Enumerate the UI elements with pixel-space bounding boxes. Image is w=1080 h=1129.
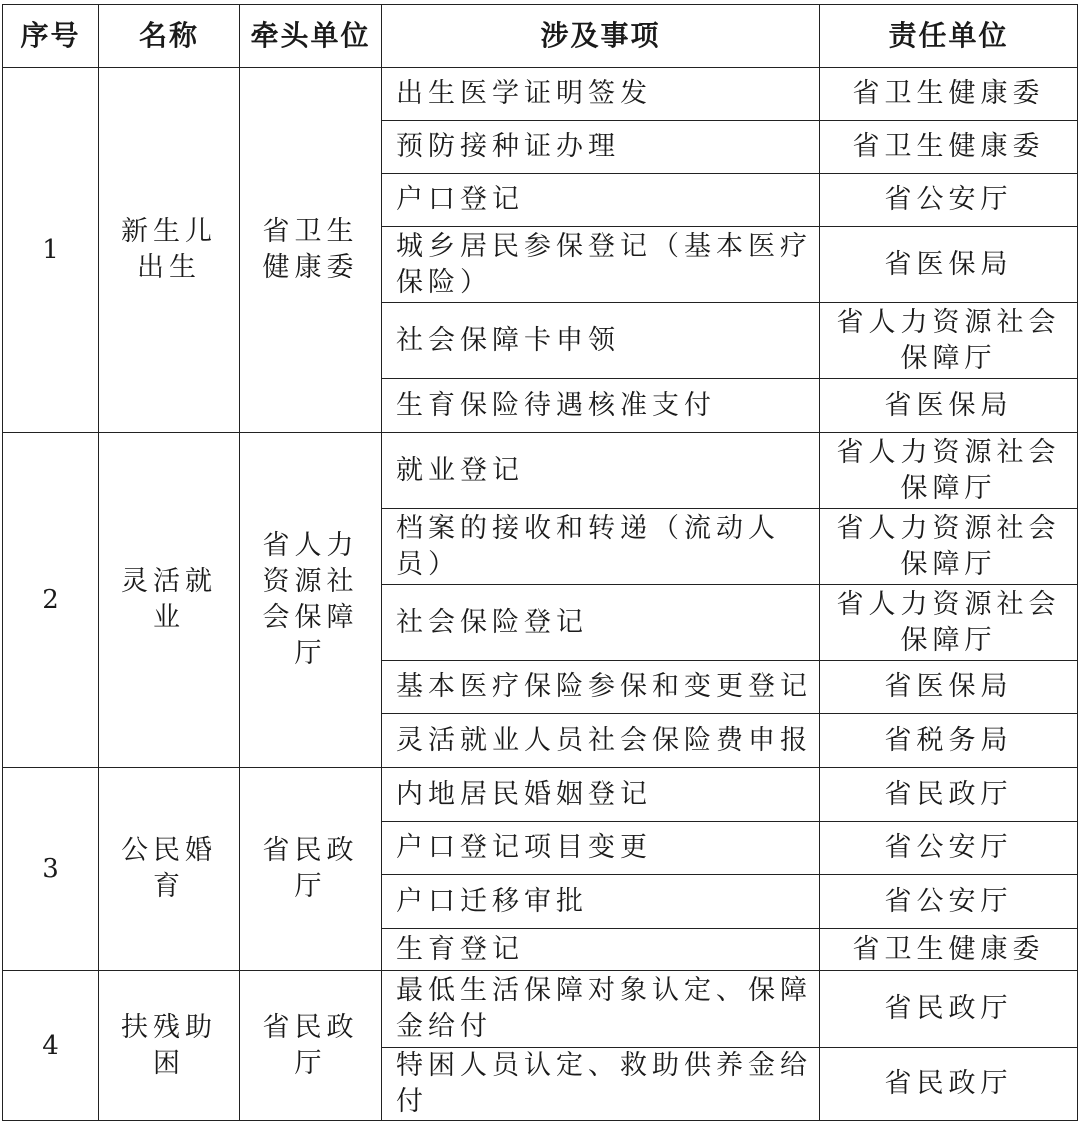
group-number: 4 — [3, 971, 99, 1121]
table-row — [3, 971, 1078, 1048]
matter-cell: 户口登记 — [382, 174, 820, 227]
matter-cell: 就业登记 — [382, 433, 820, 509]
matter-cell: 内地居民婚姻登记 — [382, 768, 820, 822]
responsible-unit-cell: 省公安厅 — [820, 875, 1078, 929]
matter-cell: 档案的接收和转递（流动人员） — [382, 509, 820, 585]
matter-cell: 社会保险登记 — [382, 585, 820, 661]
responsible-unit-cell: 省人力资源社会保障厅 — [820, 509, 1078, 585]
responsible-unit-cell: 省卫生健康委 — [820, 121, 1078, 174]
responsible-unit-cell: 省公安厅 — [820, 174, 1078, 227]
group-number: 3 — [3, 768, 99, 971]
table-row — [3, 768, 1078, 822]
header-responsible-unit: 责任单位 — [820, 5, 1078, 68]
matter-cell: 生育保险待遇核准支付 — [382, 379, 820, 433]
group-name: 新生儿出生 — [99, 68, 240, 433]
matter-cell: 最低生活保障对象认定、保障金给付 — [382, 971, 820, 1048]
header-name: 名称 — [99, 5, 240, 68]
matter-cell: 灵活就业人员社会保险费申报 — [382, 714, 820, 768]
group-lead-unit: 省民政厅 — [240, 768, 382, 971]
table-row — [3, 68, 1078, 121]
group-name: 灵活就业 — [99, 433, 240, 768]
responsible-unit-cell: 省民政厅 — [820, 971, 1078, 1048]
matter-cell: 特困人员认定、救助供养金给付 — [382, 1048, 820, 1121]
table-row — [3, 433, 1078, 509]
matters-table — [2, 4, 1078, 1121]
group-name: 公民婚育 — [99, 768, 240, 971]
responsible-unit-cell: 省民政厅 — [820, 1048, 1078, 1121]
responsible-unit-cell: 省医保局 — [820, 661, 1078, 714]
header-lead-unit: 牵头单位 — [240, 5, 382, 68]
matter-cell: 城乡居民参保登记（基本医疗保险） — [382, 227, 820, 303]
group-name: 扶残助困 — [99, 971, 240, 1121]
responsible-unit-cell: 省卫生健康委 — [820, 68, 1078, 121]
responsible-unit-cell: 省卫生健康委 — [820, 929, 1078, 971]
group-lead-unit: 省人力资源社会保障厅 — [240, 433, 382, 768]
responsible-unit-cell: 省民政厅 — [820, 768, 1078, 822]
responsible-unit-cell: 省人力资源社会保障厅 — [820, 303, 1078, 379]
matter-cell: 出生医学证明签发 — [382, 68, 820, 121]
group-number: 1 — [3, 68, 99, 433]
responsible-unit-cell: 省税务局 — [820, 714, 1078, 768]
group-lead-unit: 省卫生健康委 — [240, 68, 382, 433]
responsible-unit-cell: 省人力资源社会保障厅 — [820, 585, 1078, 661]
table-header-row — [3, 5, 1078, 68]
matter-cell: 户口迁移审批 — [382, 875, 820, 929]
header-matters: 涉及事项 — [382, 5, 820, 68]
responsible-unit-cell: 省医保局 — [820, 379, 1078, 433]
responsible-unit-cell: 省人力资源社会保障厅 — [820, 433, 1078, 509]
matter-cell: 预防接种证办理 — [382, 121, 820, 174]
header-index: 序号 — [3, 5, 99, 68]
responsible-unit-cell: 省医保局 — [820, 227, 1078, 303]
matter-cell: 户口登记项目变更 — [382, 822, 820, 875]
group-lead-unit: 省民政厅 — [240, 971, 382, 1121]
group-number: 2 — [3, 433, 99, 768]
responsible-unit-cell: 省公安厅 — [820, 822, 1078, 875]
matter-cell: 社会保障卡申领 — [382, 303, 820, 379]
matter-cell: 基本医疗保险参保和变更登记 — [382, 661, 820, 714]
matter-cell: 生育登记 — [382, 929, 820, 971]
